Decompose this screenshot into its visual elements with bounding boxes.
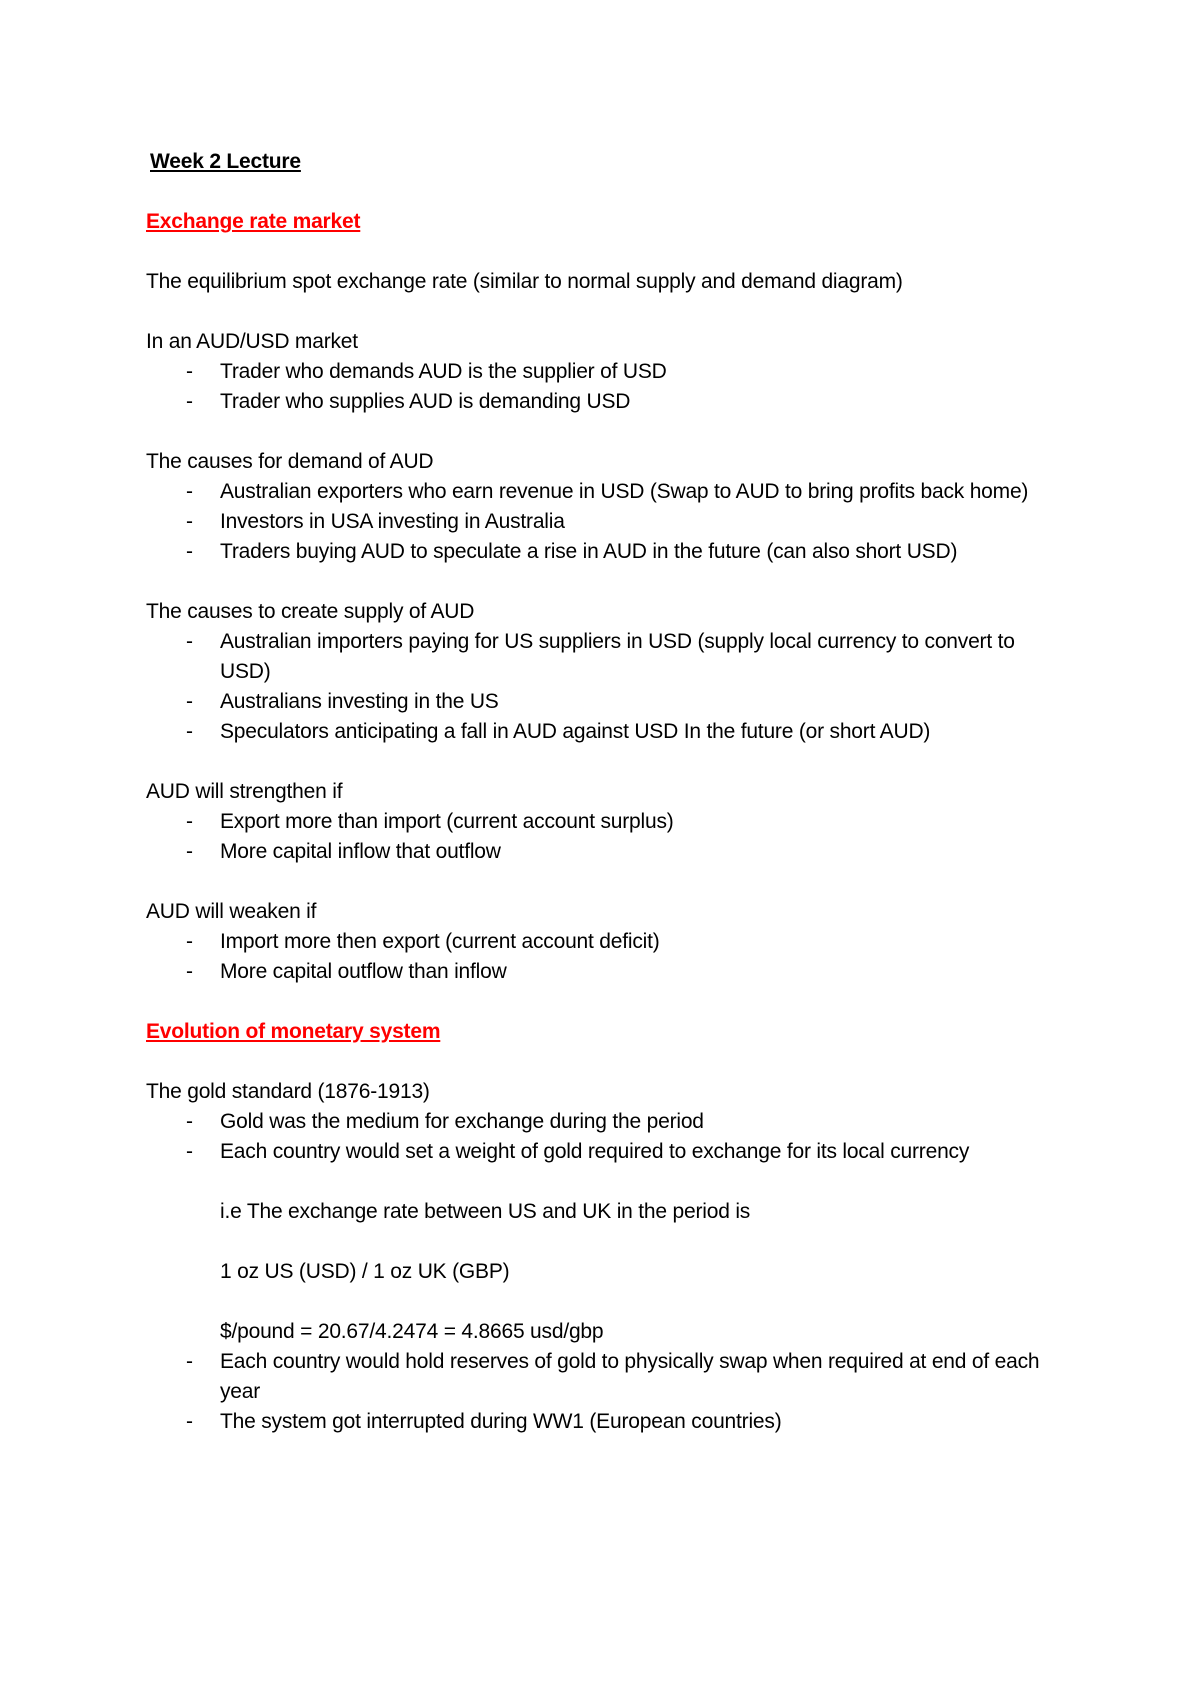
list-item-text: Export more than import (current account surplus) (220, 810, 674, 833)
dash-bullet: - (186, 1110, 193, 1133)
bullet-list-aud-strengthen (146, 807, 1066, 867)
spacer (146, 1167, 1066, 1197)
list-item-text: Investors in USA investing in Australia (220, 510, 565, 533)
list-item-text: The system got interrupted during WW1 (European countries) (220, 1410, 782, 1433)
list-item (146, 1407, 1066, 1437)
group-lead-aud-usd-market: In an AUD/USD market (146, 330, 358, 353)
list-item-text: Each country would set a weight of gold required to exchange for its local currency (220, 1140, 970, 1163)
list-item-text: Australian importers paying for US suppliers in USD (supply local currency to convert to USD) (220, 630, 1015, 683)
list-item-text: Trader who demands AUD is the supplier of USD (220, 360, 667, 383)
list-item (146, 807, 1066, 837)
dash-bullet: - (186, 390, 193, 413)
dash-bullet: - (186, 1140, 193, 1163)
paragraph-intro: The equilibrium spot exchange rate (similar to normal supply and demand diagram) (146, 270, 903, 293)
list-item-text: Each country would hold reserves of gold to physically swap when required at end of each year (220, 1350, 1040, 1403)
list-item-text: Australian exporters who earn revenue in USD (Swap to AUD to bring profits back home) (220, 480, 1029, 503)
dash-bullet: - (186, 1410, 193, 1433)
list-item-text: More capital outflow than inflow (220, 960, 507, 983)
document-body (146, 147, 1066, 1437)
dash-bullet: - (186, 810, 193, 833)
dash-bullet: - (186, 960, 193, 983)
list-item (146, 627, 1066, 687)
dash-bullet: - (186, 540, 193, 563)
dash-bullet: - (186, 480, 193, 503)
example-line: $/pound = 20.67/4.2474 = 4.8665 usd/gbp (220, 1320, 604, 1343)
example-line: i.e The exchange rate between US and UK in the period is (220, 1200, 751, 1223)
list-item (146, 387, 1066, 417)
list-item-text: More capital inflow that outflow (220, 840, 501, 863)
list-item-text: Import more then export (current account deficit) (220, 930, 660, 953)
example-line: 1 oz US (USD) / 1 oz UK (GBP) (220, 1260, 510, 1283)
spacer (146, 1227, 1066, 1257)
spacer (146, 297, 1066, 327)
spacer (146, 417, 1066, 447)
spacer (146, 987, 1066, 1017)
list-item (146, 717, 1066, 747)
list-item (146, 837, 1066, 867)
dash-bullet: - (186, 360, 193, 383)
dash-bullet: - (186, 690, 193, 713)
list-item-text: Australians investing in the US (220, 690, 499, 713)
dash-bullet: - (186, 840, 193, 863)
spacer (146, 1287, 1066, 1317)
dash-bullet: - (186, 630, 193, 653)
list-item (146, 537, 1066, 567)
list-item (146, 957, 1066, 987)
spacer (146, 747, 1066, 777)
list-item-text: Trader who supplies AUD is demanding USD (220, 390, 631, 413)
list-item-text: Gold was the medium for exchange during the period (220, 1110, 704, 1133)
spacer (146, 567, 1066, 597)
section-heading-evolution-monetary-system: Evolution of monetary system (146, 1020, 441, 1043)
bullet-list-aud-weaken (146, 927, 1066, 987)
group-lead-gold-standard: The gold standard (1876-1913) (146, 1080, 430, 1103)
page-title: Week 2 Lecture (150, 150, 301, 173)
group-lead-aud-weaken: AUD will weaken if (146, 900, 317, 923)
spacer (146, 177, 1066, 207)
section-heading-exchange-rate-market: Exchange rate market (146, 210, 361, 233)
bullet-list-gold-standard-continued (146, 1347, 1066, 1437)
spacer (146, 1047, 1066, 1077)
group-lead-supply-causes: The causes to create supply of AUD (146, 600, 475, 623)
dash-bullet: - (186, 720, 193, 743)
group-lead-demand-causes: The causes for demand of AUD (146, 450, 434, 473)
bullet-list-gold-standard (146, 1107, 1066, 1167)
group-lead-aud-strengthen: AUD will strengthen if (146, 780, 343, 803)
list-item (146, 1107, 1066, 1137)
list-item-text: Traders buying AUD to speculate a rise in AUD in the future (can also short USD) (220, 540, 958, 563)
list-item (146, 1137, 1066, 1167)
dash-bullet: - (186, 930, 193, 953)
dash-bullet: - (186, 1350, 193, 1373)
list-item (146, 507, 1066, 537)
spacer (146, 867, 1066, 897)
list-item-text: Speculators anticipating a fall in AUD against USD In the future (or short AUD) (220, 720, 931, 743)
bullet-list-supply-causes (146, 627, 1066, 747)
list-item (146, 1347, 1066, 1407)
spacer (146, 237, 1066, 267)
list-item (146, 357, 1066, 387)
dash-bullet: - (186, 510, 193, 533)
bullet-list-demand-causes (146, 477, 1066, 567)
bullet-list-aud-usd-market (146, 357, 1066, 417)
list-item (146, 927, 1066, 957)
list-item (146, 687, 1066, 717)
list-item (146, 477, 1066, 507)
